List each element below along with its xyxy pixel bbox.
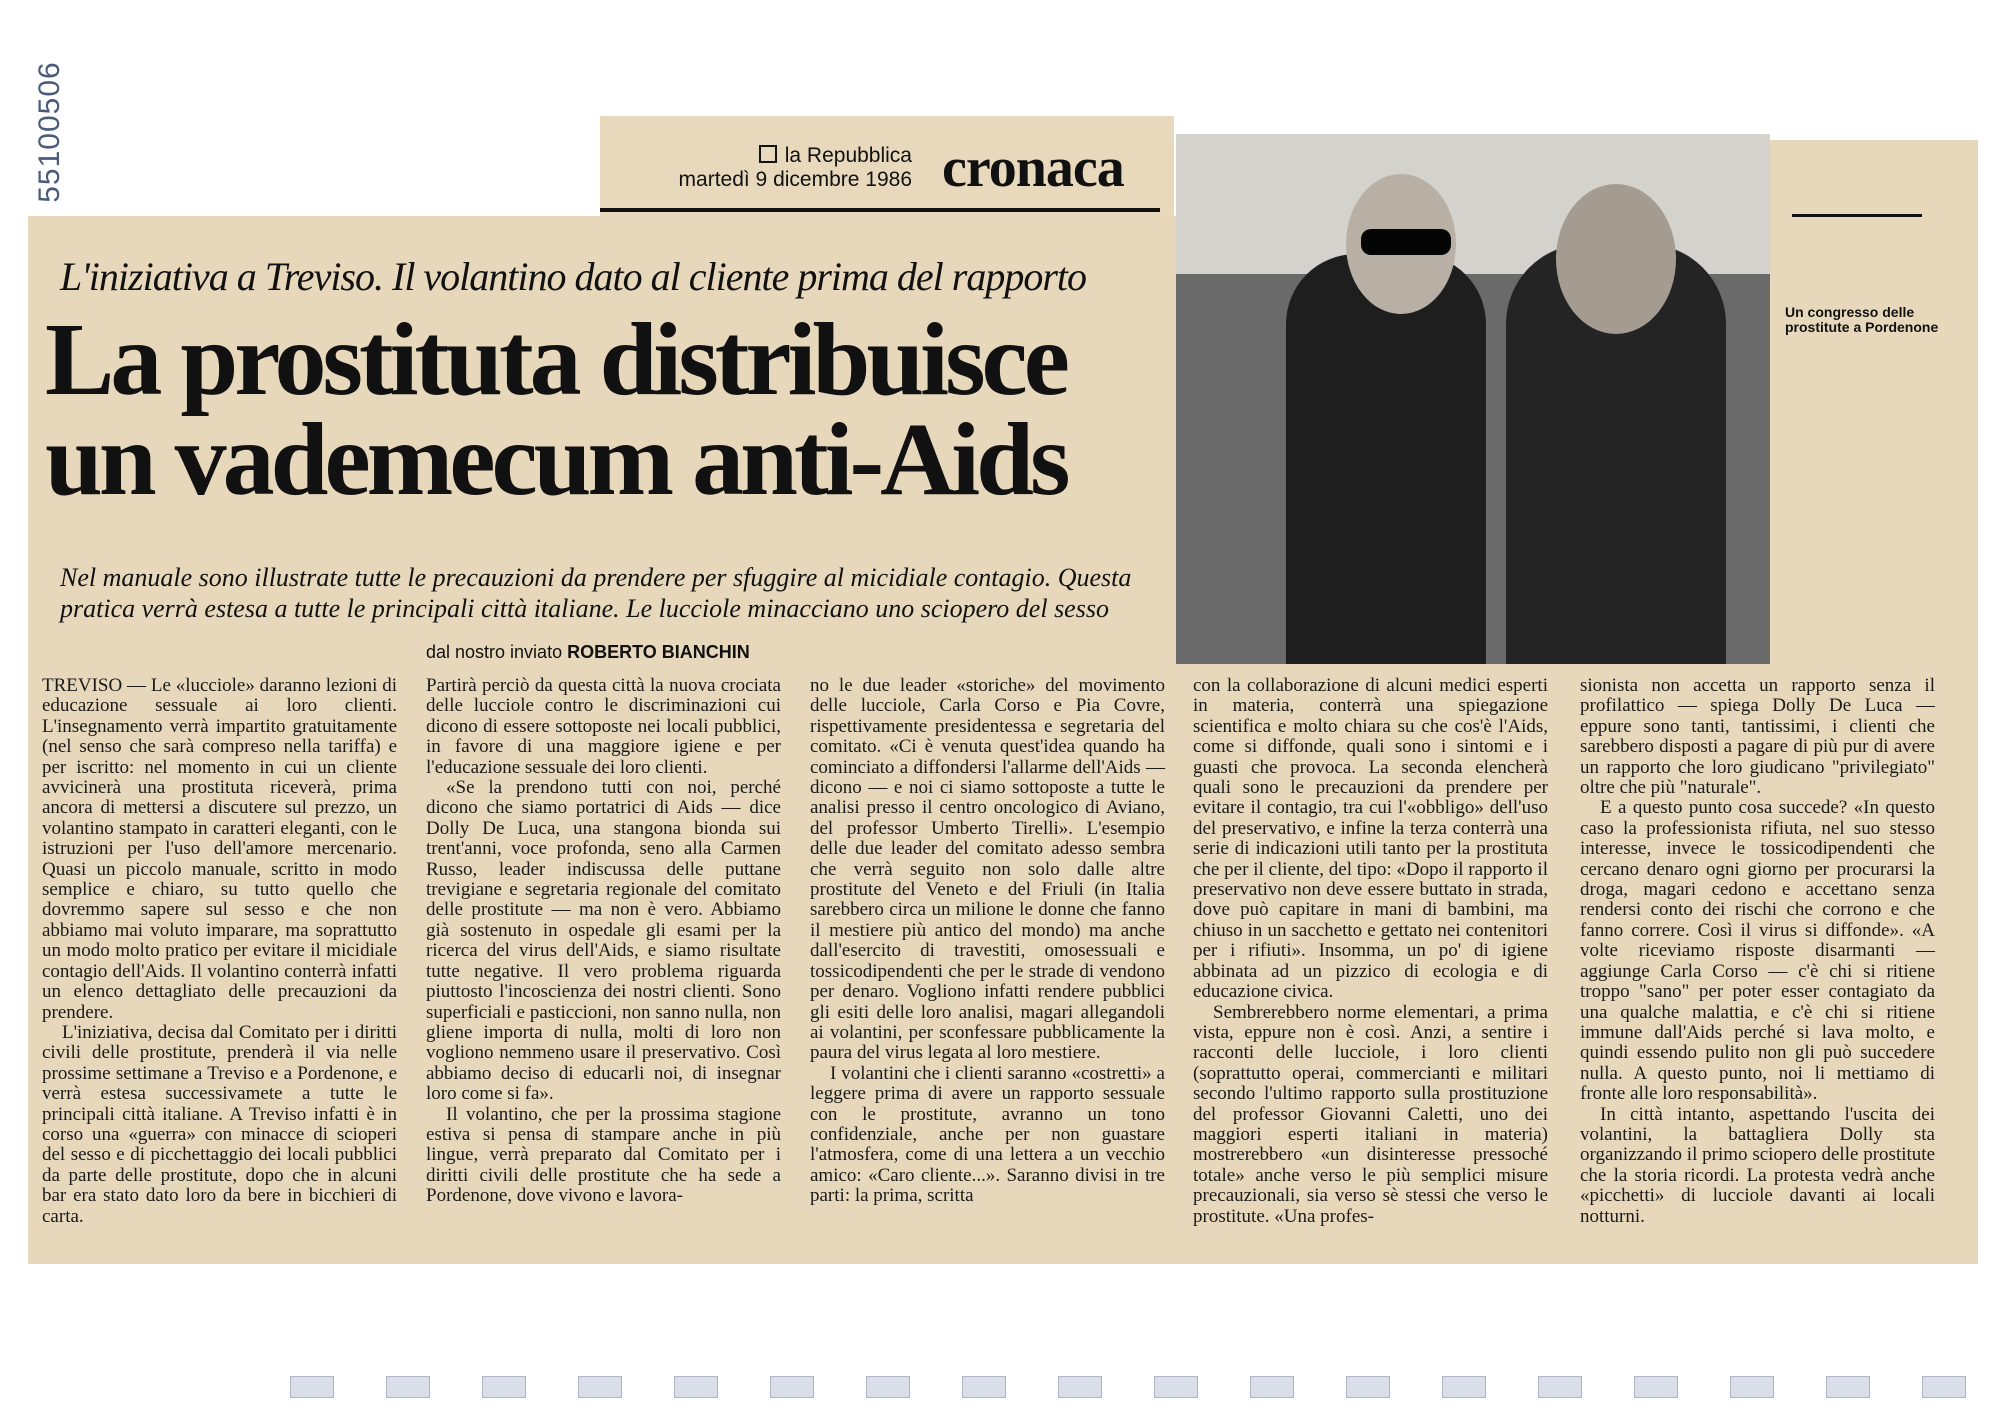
masthead (612, 137, 1172, 200)
photo-figure-left (1286, 254, 1486, 664)
paragraph: E a questo punto cosa succede? «In questo caso la professionista rifiuta, nel suo stesso interesse, invece le tossicodipendenti che cercano denaro ogni giorno per procurarsi la droga, magari cedono e accettano senza rendersi conto dei rischi che corrono e che fanno correre. Così il virus si diffonde». «A volte riceviamo risposte disarmanti — aggiunge Carla Corso — c'è chi si ritiene troppo "sano" per poter esser contagiato da una qualche malattia, e c'è chi si ritiene immune dall'Aids perché si lava molto, e quindi essendo pulito non gli può succedere nulla. A questo punto, noi li mettiamo di fronte alle loro responsabilità». (1580, 797, 1935, 1105)
caption-rule (1792, 214, 1922, 217)
binder-hole (674, 1376, 718, 1398)
issue-date: martedì 9 dicembre 1986 (678, 168, 912, 191)
binder-hole (1538, 1376, 1582, 1398)
binder-hole (1634, 1376, 1678, 1398)
paragraph: Partirà perciò da questa città la nuova crociata delle lucciole contro le discriminazioni cui dicono di essere sottoposte nei locali pubblici, in favore di una maggiore igiene e per l'educazione sessuale dei loro clienti. (426, 675, 781, 778)
photo-sunglasses (1361, 229, 1451, 255)
square-icon (759, 145, 777, 163)
binder-hole (1826, 1376, 1870, 1398)
paragraph: Sembrerebbero norme elementari, a prima vista, eppure non è così. Anzi, a sentire i racconti delle lucciole, i loro clienti (soprattutto operai, commercianti e militari secondo l'ultimo rapporto sulla prostituzione del professor Giovanni Caletti, uno dei maggiori esperti italiani in materia) mostrerebbero «un disinteresse pressoché totale» anche verso le più semplici misure precauzionali, sia verso sè stessi che verso le prostitute. «Una profes- (1193, 1001, 1548, 1227)
binder-hole (1346, 1376, 1390, 1398)
binder-hole (1442, 1376, 1486, 1398)
paragraph: L'iniziativa, decisa dal Comitato per i diritti civili delle prostitute, prenderà il via nelle prossime settimane a Treviso e a Pordenone, e verrà estesa successivamete a tutte le principali città italiane. A Treviso infatti è in corso una «guerra» con minacce di scioperi del sesso e di picchettaggio dei locali pubblici da parte delle prostitute, dopo che in alcuni bar era stato dato loro da bere in bicchieri di carta. (42, 1021, 397, 1227)
paragraph: no le due leader «storiche» del movimento delle lucciole, Carla Corso e Pia Covre, rispettivamente presidentessa e segretaria del comitato. «Ci è venuta quest'idea quando ha cominciato a diffondersi l'allarme dell'Aids — dicono — e noi ci siamo sottoposte a tutte le analisi presso il centro oncologico di Aviano, del professor Umberto Tirelli». L'esempio delle due leader del comitato adesso sembra che verrà seguito non solo dalle altre prostitute del Veneto e del Friuli (in Italia sarebbero circa un milione le donne che fanno il mestiere più antico del mondo) ma anche dall'esercito di travestiti, omosessuali e tossicodipendenti che per le strade di vendono per denaro. Vogliono infatti rendere pubblici gli esiti delle loro analisi, magari allegandoli ai volantini, per sconfessare pubblicamente la paura del virus legata al loro mestiere. (810, 675, 1165, 1064)
binder-hole (1922, 1376, 1966, 1398)
paragraph: I volantini che i clienti saranno «costretti» a leggere prima di avere un rapporto sessuale con le prostitute, avranno un tono confidenziale, anche per non guastare l'atmosfera, come di una lettera a un vecchio amico: «Caro cliente...». Saranno divisi in tre parti: la prima, scritta (810, 1062, 1165, 1207)
binder-hole (770, 1376, 814, 1398)
binder-hole (1058, 1376, 1102, 1398)
article-column-1 (42, 676, 397, 1227)
byline (426, 642, 750, 663)
byline-prefix: dal nostro inviato (426, 642, 563, 662)
binder-hole (1250, 1376, 1294, 1398)
headline-line-2: un vademecum anti-Aids (45, 402, 1067, 517)
binder-holes (0, 1376, 2000, 1406)
kicker: L'iniziativa a Treviso. Il volantino dato al cliente prima del rapporto (60, 254, 1087, 299)
photo-head-right (1556, 184, 1676, 334)
binder-hole (482, 1376, 526, 1398)
paragraph: con la collaborazione di alcuni medici esperti in materia, conterrà una spiegazione scientifica e molto chiara su che cos'è l'Aids, come si diffonde, quali sono i sintomi e i guasti che provoca. La seconda elencherà quali sono le precauzioni da prendere per evitare il contagio, tra cui l'«obbligo» dell'uso del preservativo, e infine la terza conterrà una serie di indicazioni utili tanto per la prostituta che per il cliente, del tipo: «Dopo il rapporto il preservativo non deve essere buttato in strada, dove può capitare in mani di bambini, ma chiuso in un sacchetto e gettato nei contenitori per i rifiuti». Insomma, un po' di igiene abbinata ad un pizzico di ecologia e di educazione civica. (1193, 675, 1548, 1003)
headline (45, 302, 1175, 517)
paragraph: In città intanto, aspettando l'uscita dei volantini, la battagliera Dolly sta organizzando il primo sciopero delle prostitute che la storia ricordi. La protesta vedrà anche «picchetti» di lucciole davanti ai locali notturni. (1580, 1103, 1935, 1227)
binder-hole (1154, 1376, 1198, 1398)
paper-name: la Repubblica (784, 144, 912, 167)
article-column-3 (810, 676, 1165, 1207)
archive-id-number: 55100506 (33, 61, 66, 203)
section-title: cronaca (942, 137, 1124, 199)
binder-hole (962, 1376, 1006, 1398)
clipping-right-strip (1770, 140, 1978, 220)
paragraph: Il volantino, che per la prossima stagione estiva si pensa di stampare anche in più lingue, verrà preparato dal Comitato per i diritti civili delle prostitute che ha sede a Pordenone, dove vivono e lavora- (426, 1103, 781, 1207)
masthead-rule (600, 208, 1160, 212)
article-column-2 (426, 676, 781, 1207)
article-photo (1176, 134, 1770, 664)
binder-hole (290, 1376, 334, 1398)
article-column-4 (1193, 676, 1548, 1227)
headline-line-1: La prostituta distribuisce (45, 302, 1066, 417)
paragraph: TREVISO — Le «lucciole» daranno lezioni di educazione sessuale ai loro clienti. L'insegnamento verrà impartito gratuitamente (nel senso che sarà compreso nella tariffa) e per iscritto: nel momento in cui un cliente avvicinerà una prostituta riceverà, prima ancora di mettersi a discutere sul prezzo, un volantino stampato in caratteri eleganti, con le istruzioni per l'uso dell'amore mercenario. Quasi un piccolo manuale, scritto in modo semplice e chiaro, su tutto quello che dovremmo sapere sul sesso e che non abbiamo mai voluto imparare, ma soprattutto un modo molto pratico per evitare il micidiale contagio dell'Aids. Il volantino conterrà infatti un elenco dettagliato delle precauzioni da prendere. (42, 675, 397, 1023)
binder-hole (578, 1376, 622, 1398)
paragraph: sionista non accetta un rapporto senza il profilattico — spiega Dolly De Luca — eppure sono tanti, tantissimi, i clienti che sarebbero disposti a pagare di più pur di avere un rapporto che loro giudicano "privilegiato" oltre che più "naturale". (1580, 675, 1935, 799)
binder-hole (1730, 1376, 1774, 1398)
byline-name: ROBERTO BIANCHIN (567, 642, 750, 662)
article-column-5 (1580, 676, 1935, 1227)
deck: Nel manuale sono illustrate tutte le precauzioni da prendere per sfuggire al micidiale contagio. Questa pratica verrà estesa a tutte le principali città italiane. Le lucciole minacciano uno sciopero del sesso (60, 563, 1132, 623)
photo-caption: Un congresso delle prostitute a Pordenone (1785, 304, 1939, 335)
binder-hole (386, 1376, 430, 1398)
binder-hole (866, 1376, 910, 1398)
archive-stamp (20, 50, 80, 220)
paragraph: «Se la prendono tutti con noi, perché dicono che siamo portatrici di Aids — dice Dolly De Luca, una stangona bionda sui trent'anni, voce profonda, seno alla Carmen Russo, leader indiscussa delle puttane trevigiane e segretaria regionale del comitato delle prostitute — ma non è vero. Abbiamo già sostenuto in ospedale gli esami per la ricerca del virus dell'Aids, e siamo risultate tutte negative. Il vero problema riguarda piuttosto l'incoscienza dei nostri clienti. Sono superficiali e pasticcioni, non sanno nulla, non gliene importa di nulla, molti di loro non vogliono nemmeno usare il preservativo. Così abbiamo deciso di educarli noi, di insegnar loro come si fa». (426, 777, 781, 1105)
